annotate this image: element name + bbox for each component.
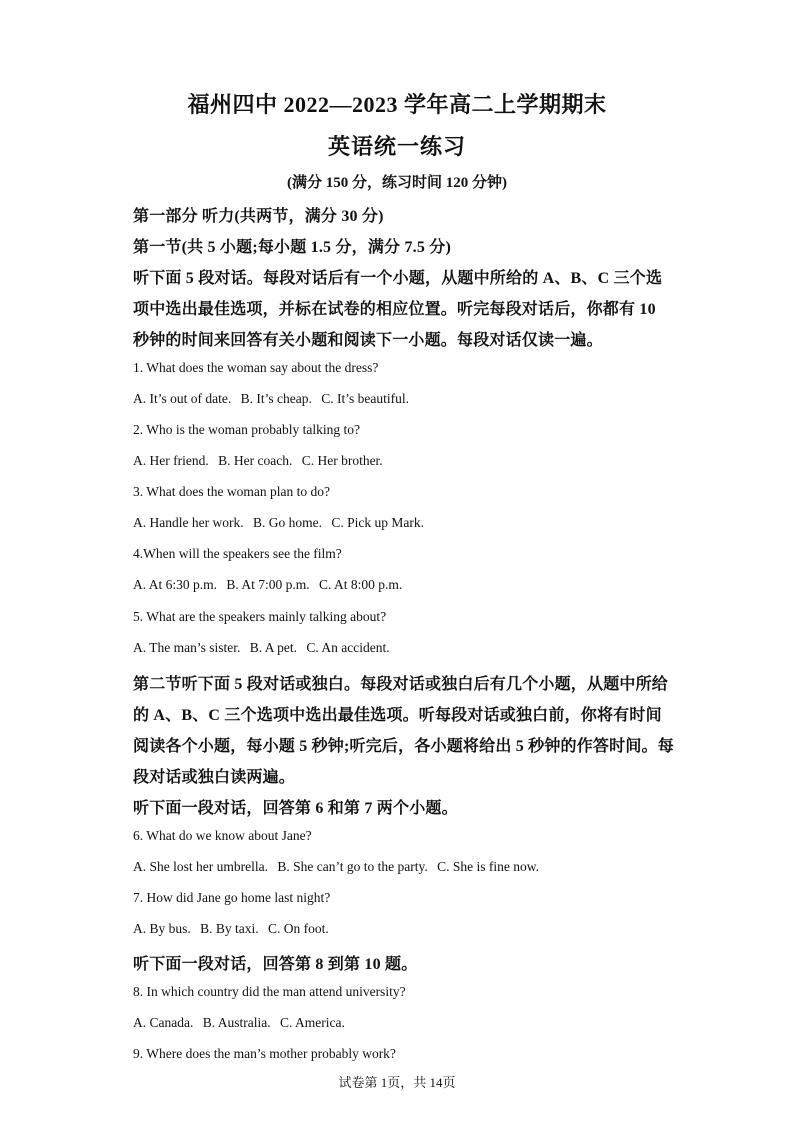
question-3-stem: 3. What does the woman plan to do? bbox=[133, 484, 330, 499]
group-2-heading: 听下面一段对话，回答第 8 到第 10 题。 bbox=[133, 956, 418, 973]
option-c: C. An accident. bbox=[306, 640, 390, 655]
section1-heading: 第一节(共 5 小题;每小题 1.5 分，满分 7.5 分) bbox=[133, 239, 451, 256]
question-6-options bbox=[133, 859, 663, 875]
option-a: A. Her friend. bbox=[133, 453, 209, 468]
option-c: C. She is fine now. bbox=[437, 859, 539, 874]
option-a: A. It’s out of date. bbox=[133, 391, 232, 406]
question-4-stem: 4.When will the speakers see the film? bbox=[133, 546, 342, 561]
section2-instructions-line3: 阅读各个小题，每小题 5 秒钟;听完后，各小题将给出 5 秒钟的作答时间。每 bbox=[133, 738, 674, 755]
exam-title: 福州四中 2022—2023 学年高二上学期期末 bbox=[187, 92, 607, 117]
option-a: A. Canada. bbox=[133, 1015, 194, 1030]
option-a: A. At 6:30 p.m. bbox=[133, 577, 218, 592]
section1-instructions-line1: 听下面 5 段对话。每段对话后有一个小题，从题中所给的 A、B、C 三个选 bbox=[133, 270, 663, 287]
question-2-options bbox=[133, 453, 663, 469]
exam-subject-title: 英语统一练习 bbox=[327, 134, 466, 159]
question-9-stem: 9. Where does the man’s mother probably work? bbox=[133, 1046, 396, 1061]
section2-instructions-line1: 第二节听下面 5 段对话或独白。每段对话或独白后有几个小题，从题中所给 bbox=[133, 676, 669, 693]
option-b: B. Her coach. bbox=[218, 453, 293, 468]
option-b: B. Go home. bbox=[252, 515, 322, 530]
question-1-options bbox=[133, 391, 663, 407]
option-b: B. At 7:00 p.m. bbox=[226, 577, 310, 592]
option-a: A. Handle her work. bbox=[133, 515, 244, 530]
question-5-options bbox=[133, 640, 663, 656]
option-b: B. A pet. bbox=[249, 640, 298, 655]
option-c: C. On foot. bbox=[268, 921, 329, 936]
section1-instructions-line2: 项中选出最佳选项，并标在试卷的相应位置。听完每段对话后，你都有 10 bbox=[133, 301, 656, 318]
option-c: C. Pick up Mark. bbox=[331, 515, 424, 530]
question-7-options bbox=[133, 921, 663, 937]
option-c: C. America. bbox=[279, 1015, 345, 1030]
section2-instructions-line4: 段对话或独白读两遍。 bbox=[133, 769, 296, 786]
question-4-options bbox=[133, 577, 663, 593]
option-b: B. She can’t go to the party. bbox=[277, 859, 428, 874]
section2-instructions-line2: 的 A、B、C 三个选项中选出最佳选项。听每段对话或独白前，你将有时间 bbox=[133, 707, 662, 724]
page-footer: 试卷第 1页，共 14页 bbox=[338, 1075, 456, 1090]
option-b: B. Australia. bbox=[202, 1015, 271, 1030]
option-c: C. At 8:00 p.m. bbox=[319, 577, 403, 592]
question-6-stem: 6. What do we know about Jane? bbox=[133, 828, 312, 843]
option-b: B. It’s cheap. bbox=[240, 391, 312, 406]
question-5-stem: 5. What are the speakers mainly talking about? bbox=[133, 609, 387, 624]
question-8-options bbox=[133, 1015, 663, 1031]
question-7-stem: 7. How did Jane go home last night? bbox=[133, 890, 331, 905]
question-3-options bbox=[133, 515, 663, 531]
option-b: B. By taxi. bbox=[200, 921, 259, 936]
option-a: A. She lost her umbrella. bbox=[133, 859, 268, 874]
part1-heading: 第一部分 听力(共两节，满分 30 分) bbox=[133, 208, 384, 225]
option-a: A. By bus. bbox=[133, 921, 191, 936]
question-8-stem: 8. In which country did the man attend university? bbox=[133, 984, 406, 999]
question-2-stem: 2. Who is the woman probably talking to? bbox=[133, 422, 360, 437]
section1-instructions-line3: 秒钟的时间来回答有关小题和阅读下一小题。每段对话仅读一遍。 bbox=[133, 332, 603, 349]
option-c: C. Her brother. bbox=[301, 453, 383, 468]
option-c: C. It’s beautiful. bbox=[321, 391, 409, 406]
exam-score-time: (满分 150 分，练习时间 120 分钟) bbox=[287, 175, 507, 191]
question-1-stem: 1. What does the woman say about the dress? bbox=[133, 360, 379, 375]
group-1-heading: 听下面一段对话，回答第 6 和第 7 两个小题。 bbox=[133, 800, 458, 817]
option-a: A. The man’s sister. bbox=[133, 640, 241, 655]
